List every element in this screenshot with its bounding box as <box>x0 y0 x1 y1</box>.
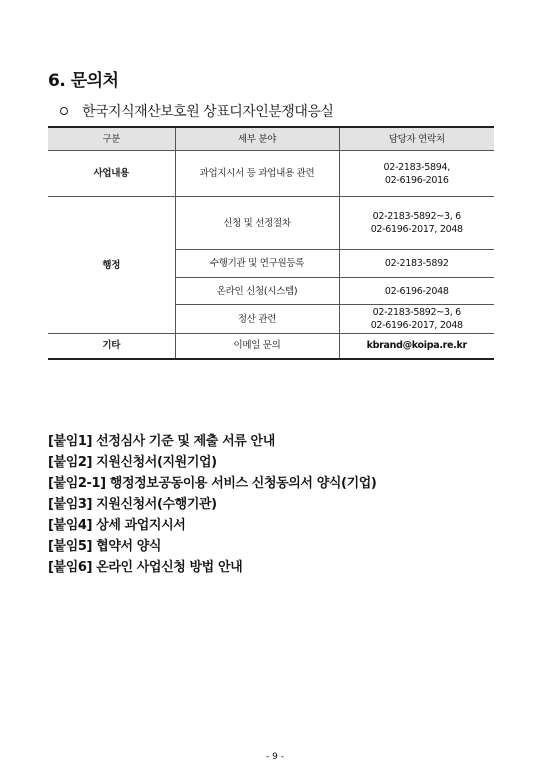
field-cell: 신청 및 선정절차 <box>175 197 339 250</box>
organization-subtitle <box>60 101 333 121</box>
column-header-field: 세부 분야 <box>175 127 339 151</box>
column-header-contact: 담당자 연락처 <box>339 127 494 151</box>
contact-cell <box>339 305 494 334</box>
list-item: [붙임2-1] 행정정보공동이용 서비스 신청동의서 양식(기업) <box>48 476 377 491</box>
field-cell: 과업지시서 등 과업내용 관련 <box>175 151 339 197</box>
contact-cell: 02-6196-2048 <box>339 278 494 305</box>
phone-number: 02-2183-5892~3, 6 <box>372 211 461 222</box>
list-item: [붙임5] 협약서 양식 <box>48 539 162 554</box>
phone-number: 02-2183-5894, <box>383 161 450 173</box>
email-cell: kbrand@koipa.re.kr <box>339 334 494 359</box>
list-item: [붙임4] 상세 과업지시서 <box>48 518 186 533</box>
organization-name: 한국지식재산보호원 상표디자인분쟁대응실 <box>82 104 334 120</box>
field-cell: 이메일 문의 <box>175 334 339 359</box>
phone-number: 02-2183-5892~3, 6 <box>372 307 461 318</box>
category-cell: 기타 <box>48 334 175 359</box>
category-cell: 행정 <box>48 197 175 334</box>
table-row <box>48 151 494 197</box>
contact-cell <box>339 197 494 250</box>
field-cell: 정산 관련 <box>175 305 339 334</box>
phone-number: 02-6196-2017, 2048 <box>370 224 463 235</box>
list-item: [붙임2] 지원신청서(지원기업) <box>48 455 217 470</box>
page-number: - 9 - <box>266 752 284 762</box>
column-header-category: 구분 <box>48 127 175 151</box>
phone-number: 02-6196-2016 <box>384 174 449 186</box>
field-cell: 수행기관 및 연구원등록 <box>175 250 339 278</box>
section-title: 6. 문의처 <box>48 71 119 91</box>
contact-cell <box>339 151 494 197</box>
table-row <box>48 197 494 250</box>
phone-number: 02-6196-2017, 2048 <box>370 320 463 331</box>
field-cell: 온라인 신청(시스템) <box>175 278 339 305</box>
list-item: [붙임6] 온라인 사업신청 방법 안내 <box>48 560 243 575</box>
contact-table <box>48 126 494 360</box>
list-item: [붙임3] 지원신청서(수행기관) <box>48 497 217 512</box>
circle-bullet-icon <box>60 107 68 115</box>
table-row <box>48 334 494 359</box>
category-cell: 사업내용 <box>48 151 175 197</box>
contact-cell: 02-2183-5892 <box>339 250 494 278</box>
table-header-row <box>48 127 494 151</box>
list-item: [붙임1] 선정심사 기준 및 제출 서류 안내 <box>48 434 275 449</box>
attachment-list <box>48 431 376 578</box>
